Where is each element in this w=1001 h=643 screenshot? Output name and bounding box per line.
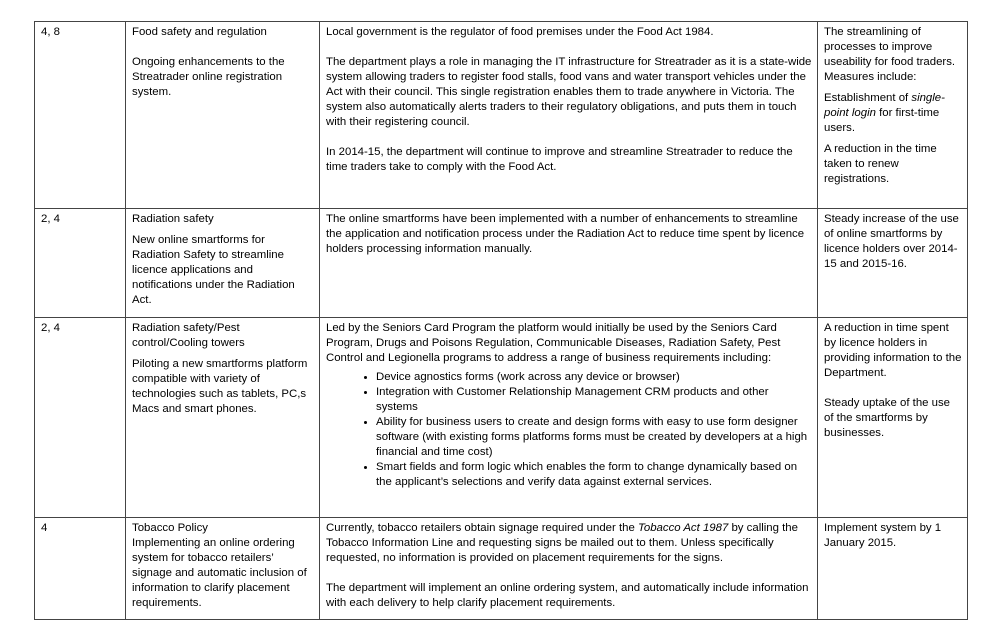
row-subtitle: New online smartforms for Radiation Safety to streamline licence applications and notifications under the Radiation Act. [132,234,295,306]
desc-paragraph: The online smartforms have been implemented with a number of enhancements to streamline the application and notification process under the Radiation Act to reduce time spent by licence holders processing information manually. [326,213,805,255]
desc-paragraph: In 2014-15, the department will continue to improve and streamline Streatrader to reduce the time traders take to comply with the Food Act. [326,146,793,173]
row-outcome [818,209,968,318]
table-row [35,22,968,209]
row-subtitle: Piloting a new smartforms platform compatible with variety of technologies such as tablets, PC,s Macs and smart phones. [132,358,308,415]
outcome-text: Steady uptake of the use of the smartforms by businesses. [824,397,951,439]
row-title: Tobacco Policy [132,522,208,534]
row-refs: 4, 8 [35,22,126,209]
list-item: • Smart fields and form logic which enables the form to change dynamically based on the applicant’s selections and verify data against external services. [376,460,812,490]
row-initiative [126,318,320,518]
desc-paragraph: Led by the Seniors Card Program the platform would initially be used by the Seniors Card Program, Drugs and Poisons Regulation, Communicable Diseases, Radiation Safety, Pest Control and Legionella programs to address a range of business requirements including: [326,322,781,364]
outcome-text: Steady increase of the use of online smartforms by licence holders over 2014-15 and 2015-16. [824,213,959,270]
row-outcome [818,518,968,620]
row-initiative [126,518,320,620]
desc-paragraph: Currently, tobacco retailers obtain signage required under the Tobacco Act 1987 by calling the Tobacco Information Line and requesting signs be mailed out to them. Unless specifically requested, no information is provided on placement requirements for the signs. [326,522,798,564]
outcome-measure: Establishment of single-point login for first-time users. [824,92,945,134]
row-initiative [126,209,320,318]
row-subtitle: Ongoing enhancements to the Streatrader online registration system. [132,56,285,98]
row-initiative [126,22,320,209]
row-description [320,209,818,318]
row-outcome [818,22,968,209]
table-row [35,209,968,318]
list-item: • Device agnostics forms (work across any device or browser) [376,370,812,385]
row-outcome [818,318,968,518]
row-title: Radiation safety/Pest control/Cooling towers [132,322,245,349]
outcome-measure: A reduction in the time taken to renew registrations. [824,143,937,185]
row-title: Radiation safety [132,213,214,225]
row-title: Food safety and regulation [132,26,267,38]
requirements-list [326,370,812,490]
table-row [35,518,968,620]
row-description [320,22,818,209]
list-item: • Ability for business users to create and design forms with easy to use form designer software (with existing forms platforms forms must be created by developers at a high financial and time cost) [376,415,812,460]
row-refs: 2, 4 [35,209,126,318]
list-item: • Integration with Customer Relationship Management CRM products and other systems [376,385,812,415]
row-refs: 4 [35,518,126,620]
row-description [320,318,818,518]
outcome-text: A reduction in time spent by licence holders in providing information to the Department. [824,322,962,379]
desc-paragraph: Local government is the regulator of food premises under the Food Act 1984. [326,26,714,38]
table-row [35,318,968,518]
outcome-intro: The streamlining of processes to improve useability for food traders. Measures include: [824,26,956,83]
desc-paragraph: The department will implement an online ordering system, and automatically include information with each delivery to help clarify placement requirements. [326,582,809,609]
row-refs: 2, 4 [35,318,126,518]
initiatives-table [34,21,968,620]
desc-paragraph: The department plays a role in managing the IT infrastructure for Streatrader as it is a state-wide system allowing traders to register food stalls, food vans and water transport vehicles under the Act with their council. This single registration enables them to trade anywhere in Victoria. The system also automatically alerts traders to their regulatory obligations, and puts them in touch with their registering council. [326,56,812,128]
row-subtitle: Implementing an online ordering system for tobacco retailers’ signage and automatic inclusion of information to clarify placement requirements. [132,537,307,609]
row-description [320,518,818,620]
outcome-text: Implement system by 1 January 2015. [824,522,942,549]
